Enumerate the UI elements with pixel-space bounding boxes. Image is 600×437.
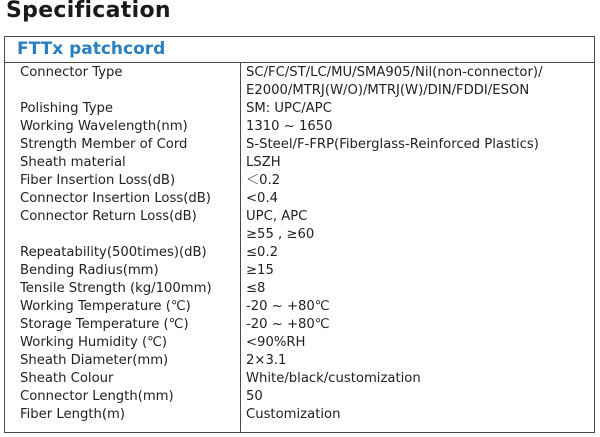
spec-value: ≤0.2: [246, 245, 279, 260]
spec-value: -20 ~ +80℃: [246, 299, 330, 314]
page-title: Specification: [6, 0, 171, 23]
spec-rows: [5, 63, 594, 433]
value-column: [246, 64, 591, 424]
spec-label: Polishing Type: [20, 101, 113, 116]
spec-value: <0.4: [246, 191, 279, 206]
spec-value: UPC, APC: [246, 209, 308, 224]
spec-value: -20 ~ +80℃: [246, 317, 330, 332]
spec-label: Sheath Diameter(mm): [20, 353, 169, 368]
spec-value: SM: UPC/APC: [246, 101, 332, 116]
spec-label: Connector Type: [20, 65, 123, 80]
spec-label: Working Temperature (℃): [20, 299, 191, 314]
spec-label: Connector Insertion Loss(dB): [20, 191, 211, 206]
spec-value: ≥55 , ≥60: [246, 227, 315, 242]
spec-label: Working Humidity (℃): [20, 335, 168, 350]
spec-label: Repeatability(500times)(dB): [20, 245, 207, 260]
section-header: [5, 37, 594, 63]
spec-value: Customization: [246, 407, 341, 422]
spec-value: 50: [246, 389, 263, 404]
spec-label: Connector Length(mm): [20, 389, 174, 404]
spec-value: 2×3.1: [246, 353, 287, 368]
spec-value: S-Steel/F-FRP(Fiberglass-Reinforced Plastics): [246, 137, 539, 152]
spec-value: White/black/customization: [246, 371, 421, 386]
section-title: FTTx patchcord: [17, 39, 166, 59]
spec-value: E2000/MTRJ(W/O)/MTRJ(W)/DIN/FDDI/ESON: [246, 83, 530, 98]
spec-label: Strength Member of Cord: [20, 137, 188, 152]
spec-label: Sheath material: [20, 155, 126, 170]
spec-value: 1310 ~ 1650: [246, 119, 333, 134]
spec-label: Connector Return Loss(dB): [20, 209, 197, 224]
spec-value: ＜0.2: [246, 173, 281, 188]
spec-label: Fiber Length(m): [20, 407, 126, 422]
label-column: [20, 64, 235, 424]
spec-label: Sheath Colour: [20, 371, 114, 386]
spec-label: Bending Radius(mm): [20, 263, 159, 278]
spec-label: Fiber Insertion Loss(dB): [20, 173, 176, 188]
spec-label: Storage Temperature (℃): [20, 317, 189, 332]
spec-label: Tensile Strength (kg/100mm): [20, 281, 212, 296]
spec-table: [4, 36, 595, 433]
spec-value: LSZH: [246, 155, 281, 170]
spec-label: Working Wavelength(nm): [20, 119, 188, 134]
column-divider: [240, 63, 241, 433]
spec-value: SC/FC/ST/LC/MU/SMA905/Nil(non-connector)/: [246, 65, 543, 80]
spec-value: <90%RH: [246, 335, 306, 350]
spec-value: ≤8: [246, 281, 266, 296]
spec-value: ≥15: [246, 263, 274, 278]
